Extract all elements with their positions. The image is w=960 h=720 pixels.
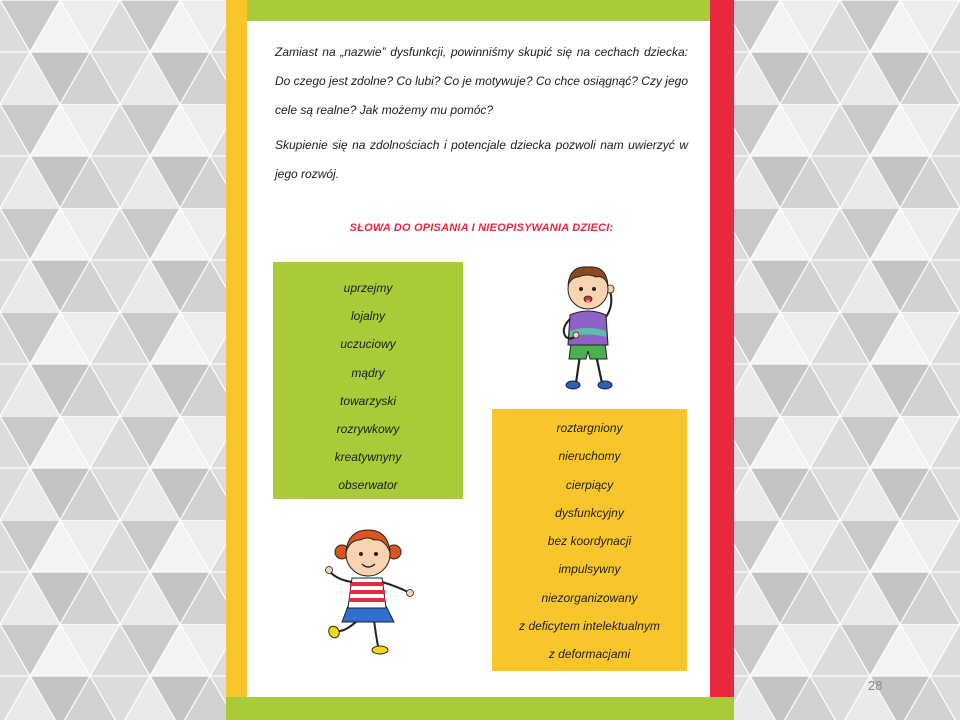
negative-word: bez koordynacji	[547, 534, 632, 549]
negative-word: nieruchomy	[558, 449, 621, 464]
positive-word: uprzejmy	[343, 281, 393, 295]
boy-illustration	[548, 255, 628, 395]
negative-word: z deficytem intelektualnym	[519, 619, 660, 634]
positive-words-box	[273, 262, 463, 499]
girl-illustration	[322, 522, 416, 656]
negative-word: roztargniony	[556, 421, 623, 435]
left-yellow-bar	[226, 0, 247, 720]
positive-word: uczuciowy	[340, 337, 396, 352]
negative-word: cierpiący	[565, 477, 614, 492]
intro-paragraph: Zamiast na „nazwie” dysfunkcji, powinniśmy skupić się na cechach dziecka: Do czego jest zdolne? Co lubi? Co je motywuje? Co chce osiągnąć? Czy jego cele są realne? Jak możemy mu pomóc?	[275, 45, 688, 117]
top-green-bar	[226, 0, 710, 21]
focus-paragraph: Skupienie się na zdolnościach i potencjale dziecka pozwoli nam uwierzyć w jego rozwój.	[275, 138, 688, 181]
negative-word: niezorganizowany	[541, 590, 638, 605]
positive-word: mądry	[351, 365, 385, 380]
page-number: 28	[868, 678, 883, 693]
positive-word: towarzyski	[339, 393, 396, 408]
positive-word: kreatywnyny	[334, 450, 402, 465]
bottom-green-bar	[226, 697, 734, 720]
positive-word: rozrywkowy	[336, 421, 400, 436]
negative-word: dysfunkcyjny	[555, 505, 624, 520]
positive-word: obserwator	[338, 478, 398, 493]
section-heading: SŁOWA DO OPISANIA I NIEOPISYWANIA DZIECI:	[349, 222, 614, 234]
negative-words-list	[492, 409, 687, 669]
positive-words-list	[273, 262, 463, 500]
negative-word: z deformacjami	[548, 647, 631, 662]
negative-words-box	[492, 409, 687, 671]
document-page	[226, 0, 734, 720]
positive-word: lojalny	[350, 309, 386, 324]
negative-word: impulsywny	[558, 562, 621, 577]
right-red-bar	[710, 0, 734, 697]
